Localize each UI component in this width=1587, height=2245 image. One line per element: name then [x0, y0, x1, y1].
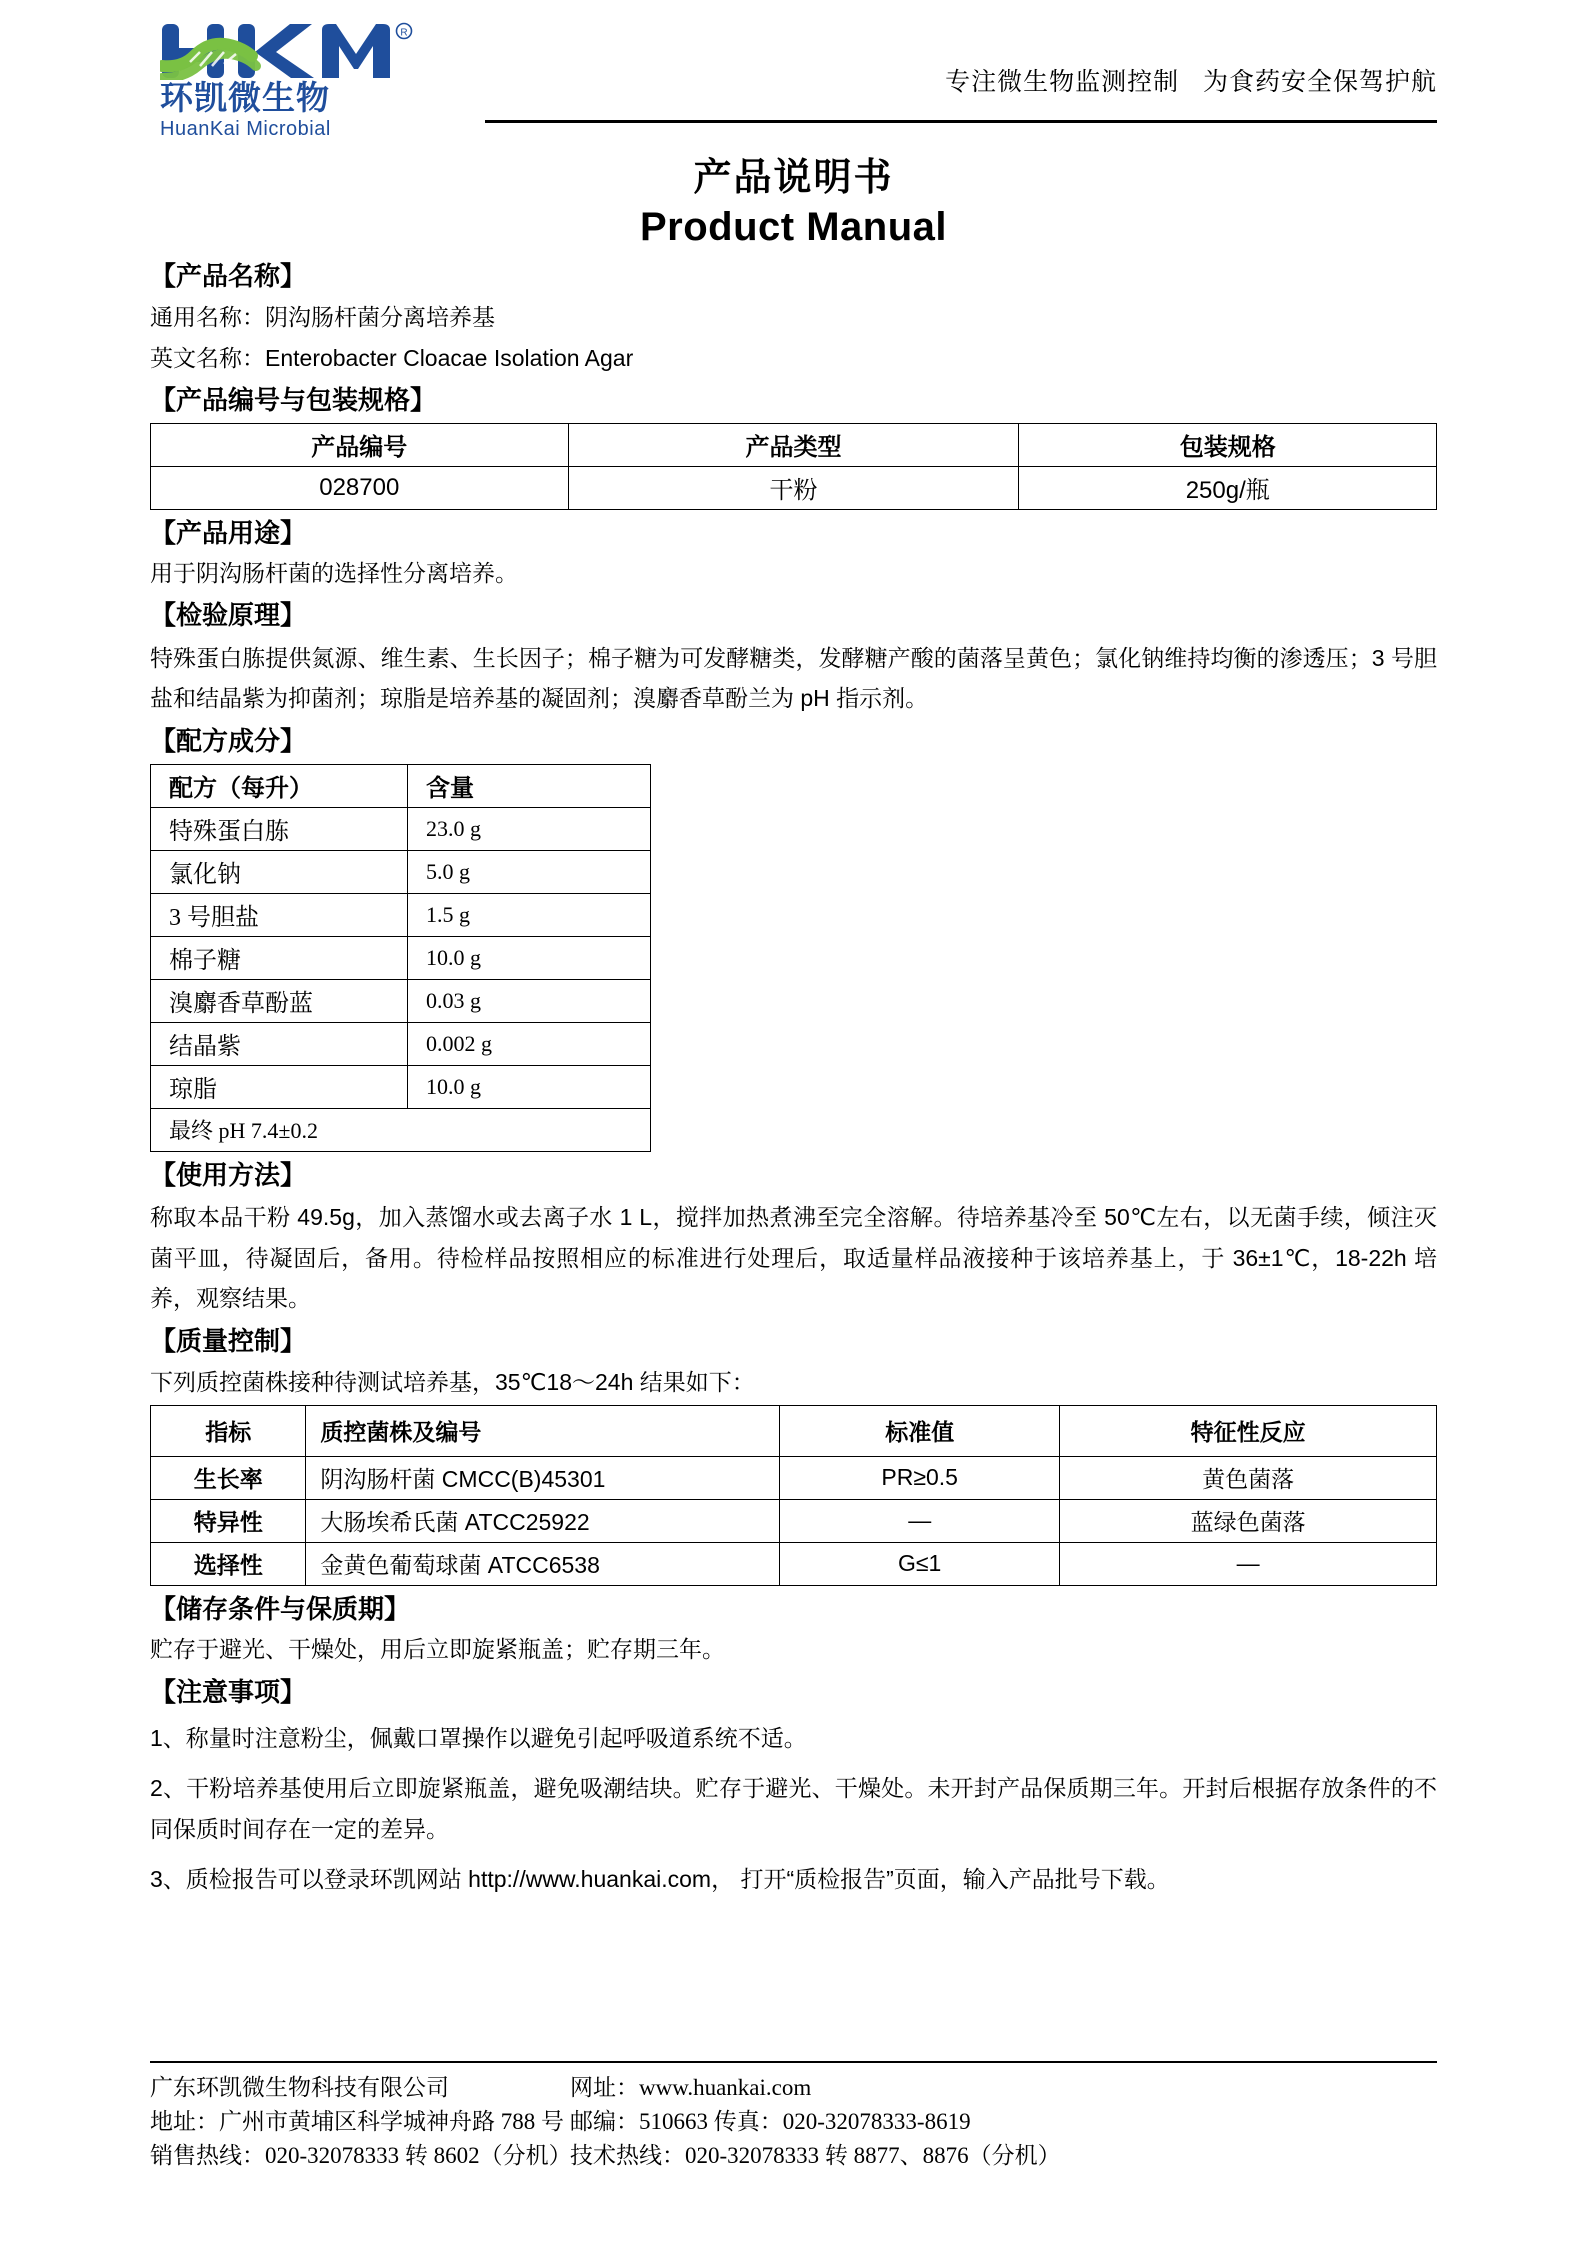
formula-table [150, 764, 651, 1152]
principle-text: 特殊蛋白胨提供氮源、维生素、生长因子；棉子糖为可发酵糖类，发酵糖产酸的菌落呈黄色；氯化钠维持均衡的渗透压；3 号胆盐和结晶紫为抑菌剂；琼脂是培养基的凝固剂；溴麝香草酚兰为 pH 指示剂。 [150, 644, 1437, 711]
footer-postcode-fax: 邮编：510663 传真：020-32078333-8619 [570, 2108, 971, 2134]
product-code-table [150, 423, 1437, 510]
svg-text:R: R [400, 27, 408, 39]
table-header-row [151, 423, 1437, 466]
cell-product-type: 干粉 [568, 466, 1019, 509]
hkm-logo-mark [160, 22, 430, 80]
cell-indicator: 特异性 [151, 1499, 306, 1542]
table-row [151, 893, 651, 936]
cell-ingredient-amount: 0.002 g [408, 1022, 651, 1065]
cell-ingredient-amount: 10.0 g [408, 1065, 651, 1108]
usage-text: 用于阴沟肠杆菌的选择性分离培养。 [150, 560, 518, 586]
precaution-item: 3、质检报告可以登录环凯网站 http://www.huankai.com， 打开“质检报告”页面，输入产品批号下载。 [150, 1865, 1170, 1892]
table-row [151, 1065, 651, 1108]
col-header-product-code: 产品编号 [151, 423, 569, 466]
cell-indicator: 选择性 [151, 1542, 306, 1585]
quality-control-table [150, 1405, 1437, 1586]
cell-strain: 金黄色葡萄球菌 ATCC6538 [306, 1542, 780, 1585]
cell-standard-value: PR≥0.5 [780, 1456, 1060, 1499]
logo-name-cn: 环凯微生物 [160, 79, 330, 116]
cell-ingredient-amount: 23.0 g [408, 807, 651, 850]
section-heading-code-spec: 【产品编号与包装规格】 [150, 385, 437, 415]
col-header-standard-value: 标准值 [780, 1405, 1060, 1456]
method-text: 称取本品干粉 49.5g，加入蒸馏水或去离子水 1 L，搅拌加热煮沸至完全溶解。待培养基冷至 50℃左右，以无菌手续，倾注灭菌平皿，待凝固后，备用。待检样品按照相应的标准进行处理后，取适量样品液接种于该培养基上，于 36±1℃，18-22h 培养，观察结果。 [150, 1204, 1437, 1311]
generic-name-line [150, 299, 1437, 336]
cell-ingredient-name: 棉子糖 [151, 936, 408, 979]
col-header-amount: 含量 [408, 764, 651, 807]
page-footer [150, 2061, 1437, 2173]
col-header-indicator: 指标 [151, 1405, 306, 1456]
footer-address: 地址：广州市黄埔区科学城神舟路 788 号 [150, 2108, 564, 2134]
section-heading-precautions: 【注意事项】 [150, 1676, 307, 1707]
footer-contact-grid [150, 2071, 1437, 2173]
col-header-package-spec: 包装规格 [1019, 423, 1437, 466]
cell-ingredient-name: 特殊蛋白胨 [151, 807, 408, 850]
footer-company-name: 广东环凯微生物科技有限公司 [150, 2074, 449, 2100]
english-name-label: 英文名称： [150, 344, 265, 371]
table-row [151, 1499, 1437, 1542]
col-header-product-type: 产品类型 [568, 423, 1019, 466]
table-row [151, 1456, 1437, 1499]
document-title-en: Product Manual [639, 205, 948, 249]
table-row-final-ph [151, 1108, 651, 1151]
table-row [151, 807, 651, 850]
logo-name-en: HuanKai Microbial [160, 117, 331, 140]
table-header-row [151, 1405, 1437, 1456]
cell-standard-value: G≤1 [780, 1542, 1060, 1585]
storage-text: 贮存于避光、干燥处，用后立即旋紧瓶盖；贮存期三年。 [150, 1636, 725, 1663]
cell-ingredient-amount: 5.0 g [408, 850, 651, 893]
document-title-cn: 产品说明书 [693, 157, 894, 199]
footer-column-right [570, 2071, 1437, 2173]
col-header-characteristic-reaction: 特征性反应 [1060, 1405, 1437, 1456]
cell-standard-value: — [780, 1499, 1060, 1542]
cell-characteristic-reaction: — [1060, 1542, 1437, 1585]
section-heading-storage: 【储存条件与保质期】 [150, 1593, 411, 1624]
cell-ingredient-amount: 0.03 g [408, 979, 651, 1022]
footer-tech-hotline: 技术热线：020-32078333 转 8877、8876（分机） [570, 2142, 1061, 2168]
cell-ingredient-amount: 1.5 g [408, 893, 651, 936]
section-heading-formula: 【配方成分】 [150, 726, 307, 757]
quality-control-intro: 下列质控菌株接种待测试培养基，35℃18～24h 结果如下： [150, 1368, 755, 1395]
hkm-wordmark-icon [160, 22, 430, 80]
cell-ingredient-name: 3 号胆盐 [151, 893, 408, 936]
cell-characteristic-reaction: 蓝绿色菌落 [1060, 1499, 1437, 1542]
section-heading-method: 【使用方法】 [150, 1159, 307, 1190]
cell-ingredient-amount: 10.0 g [408, 936, 651, 979]
section-heading-usage: 【产品用途】 [150, 517, 307, 548]
footer-website: 网址：www.huankai.com [570, 2074, 812, 2100]
cell-ingredient-name: 溴麝香草酚蓝 [151, 979, 408, 1022]
footer-column-left [150, 2071, 570, 2173]
section-heading-quality-control: 【质量控制】 [150, 1326, 307, 1356]
cell-ingredient-name: 结晶紫 [151, 1022, 408, 1065]
table-row [151, 850, 651, 893]
precaution-item: 2、干粉培养基使用后立即旋紧瓶盖，避免吸潮结块。贮存于避光、干燥处。未开封产品保质期三年。开封后根据存放条件的不同保质时间存在一定的差异。 [150, 1775, 1437, 1842]
cell-indicator: 生长率 [151, 1456, 306, 1499]
table-row [151, 1542, 1437, 1585]
footer-sales-hotline: 销售热线：020-32078333 转 8602（分机） [150, 2142, 572, 2168]
cell-package-spec: 250g/瓶 [1019, 466, 1437, 509]
cell-ingredient-name: 琼脂 [151, 1065, 408, 1108]
table-row [151, 979, 651, 1022]
table-header-row [151, 764, 651, 807]
section-heading-principle: 【检验原理】 [150, 600, 307, 631]
col-header-formula-per-liter: 配方（每升） [151, 764, 408, 807]
header-tagline: 专注微生物监测控制 为食药安全保驾护航 [945, 68, 1437, 96]
footer-divider [150, 2061, 1437, 2063]
cell-product-code: 028700 [151, 466, 569, 509]
english-name-value: Enterobacter Cloacae Isolation Agar [265, 344, 634, 371]
english-name-line [150, 340, 1437, 377]
generic-name-value: 阴沟肠杆菌分离培养基 [265, 303, 495, 330]
section-heading-product-name: 【产品名称】 [150, 261, 307, 291]
page-header [150, 0, 1437, 140]
company-logo [160, 22, 460, 140]
table-row [151, 466, 1437, 509]
header-divider [485, 120, 1437, 123]
generic-name-label: 通用名称： [150, 303, 265, 330]
cell-ingredient-name: 氯化钠 [151, 850, 408, 893]
col-header-strain: 质控菌株及编号 [306, 1405, 780, 1456]
precaution-item: 1、称量时注意粉尘，佩戴口罩操作以避免引起呼吸道系统不适。 [150, 1725, 807, 1751]
cell-characteristic-reaction: 黄色菌落 [1060, 1456, 1437, 1499]
table-row [151, 1022, 651, 1065]
cell-final-ph: 最终 pH 7.4±0.2 [151, 1108, 651, 1151]
table-row [151, 936, 651, 979]
cell-strain: 大肠埃希氏菌 ATCC25922 [306, 1499, 780, 1542]
cell-strain: 阴沟肠杆菌 CMCC(B)45301 [306, 1456, 780, 1499]
